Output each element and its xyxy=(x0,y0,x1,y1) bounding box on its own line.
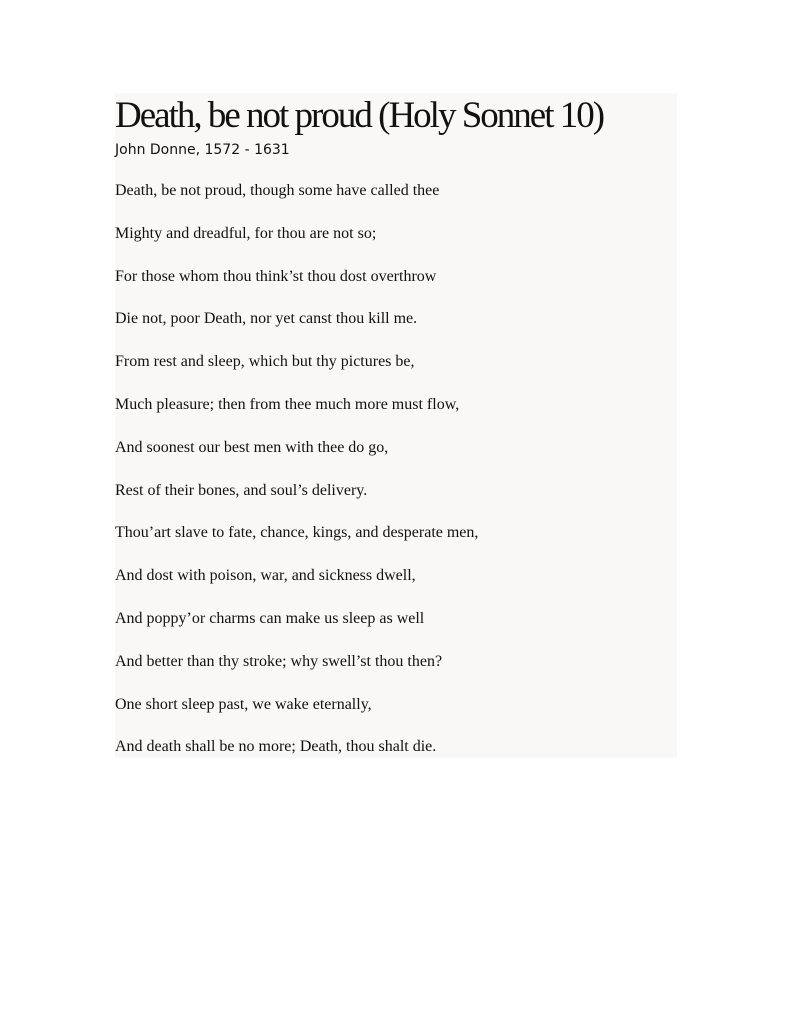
poem-line: Much pleasure; then from thee much more must flow, xyxy=(115,395,460,413)
poem-line: One short sleep past, we wake eternally, xyxy=(115,695,372,713)
poem-line: Death, be not proud, though some have called thee xyxy=(115,182,440,199)
poem-line: And dost with poison, war, and sickness dwell, xyxy=(115,567,416,585)
poem-line: And death shall be no more; Death, thou shalt die. xyxy=(115,738,437,756)
poem-line: And soonest our best men with thee do go, xyxy=(115,438,389,456)
poem-line: Die not, poor Death, nor yet canst thou kill me. xyxy=(115,310,418,328)
poem-block xyxy=(115,93,677,758)
poem-line: Thou’art slave to fate, chance, kings, and desperate men, xyxy=(115,524,479,542)
poem-lines xyxy=(115,181,478,780)
poem-author: John Donne, 1572 - 1631 xyxy=(115,142,290,158)
poem-line: And poppy’or charms can make us sleep as well xyxy=(115,609,425,627)
poem-line: And better than thy stroke; why swell’st thou then? xyxy=(115,652,443,670)
poem-line: Rest of their bones, and soul’s delivery. xyxy=(115,481,368,499)
poem-line: For those whom thou think’st thou dost overthrow xyxy=(115,267,437,285)
poem-title: Death, be not proud (Holy Sonnet 10) xyxy=(115,95,604,136)
poem-line: From rest and sleep, which but thy pictures be, xyxy=(115,353,415,371)
poem-line: Mighty and dreadful, for thou are not so; xyxy=(115,224,377,242)
